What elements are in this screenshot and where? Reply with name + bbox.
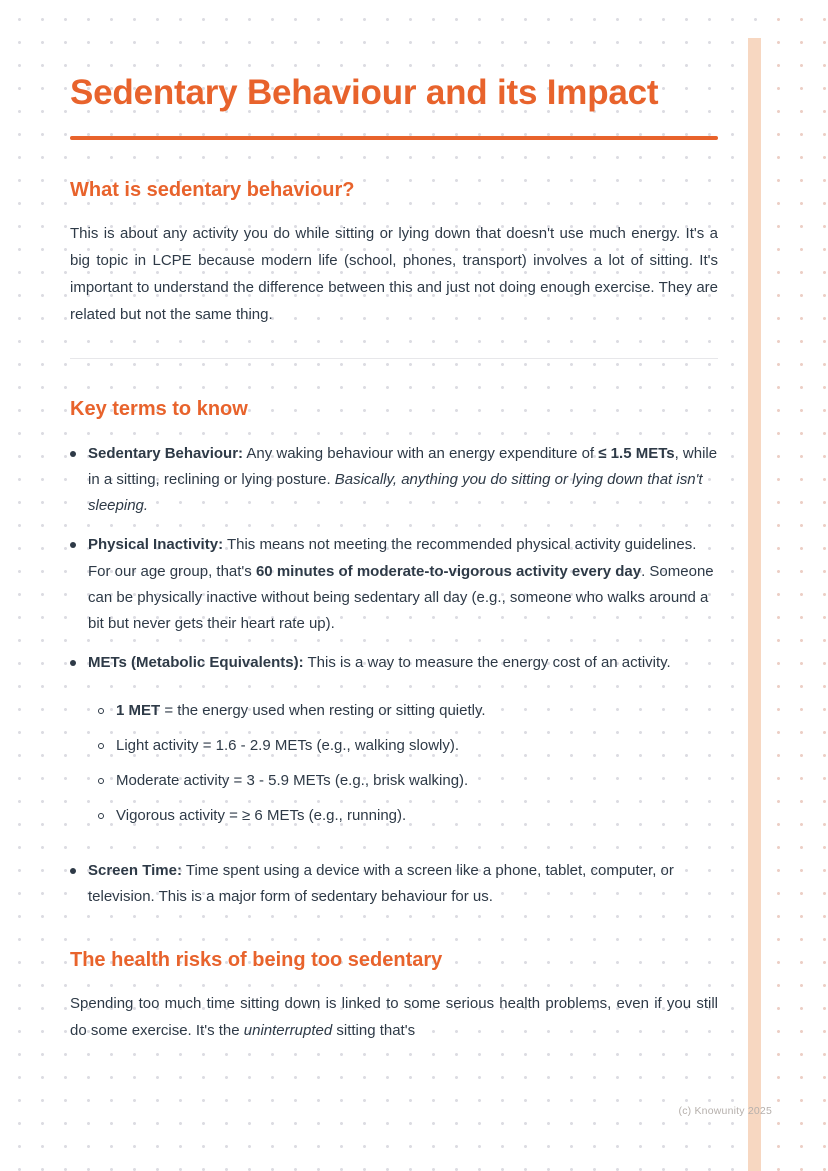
bullet-icon xyxy=(70,660,76,666)
title-rule xyxy=(70,136,718,140)
list-item-screen-time xyxy=(70,858,718,911)
text-run: . Someone can be physically inactive without being sedentary all day (e.g., someone who walks around a bit but never gets their heart rate up). xyxy=(88,562,714,632)
bullet-icon xyxy=(70,542,76,548)
text-run: , while in a sitting, reclining or lying posture. xyxy=(88,444,718,488)
sub-bullet-icon xyxy=(98,778,104,784)
term-label: METs (Metabolic Equivalents): xyxy=(88,654,304,672)
text-run: This is a way to measure the energy cost of an activity. xyxy=(303,654,671,672)
text-run: sitting that's xyxy=(332,1022,416,1039)
sub-bullet-icon xyxy=(98,813,104,819)
text-run-italic: Basically, anything you do sitting or lying down that isn't sleeping. xyxy=(88,470,703,514)
term-label: Screen Time: xyxy=(88,861,182,879)
list-item-text xyxy=(88,650,718,676)
health-risks-paragraph xyxy=(70,990,718,1044)
list-item-text: Vigorous activity = ≥ 6 METs (e.g., running). xyxy=(116,807,407,825)
intro-paragraph: This is about any activity you do while sitting or lying down that doesn't use much energy. It's a big topic in LCPE because modern life (school, phones, transport) involves a lot of sitting. It's important to understand the difference between this and just not doing enough exercise. They are related but not the same thing. xyxy=(70,224,718,323)
key-terms-list xyxy=(70,441,718,911)
text-run-bold: 1 MET xyxy=(116,701,161,719)
text-run: = the energy used when resting or sitting quietly. xyxy=(160,701,486,719)
footer-credit: (c) Knowunity 2025 xyxy=(678,1105,772,1117)
right-margin-dots xyxy=(762,0,828,1171)
bullet-icon xyxy=(70,868,76,874)
page-title: Sedentary Behaviour and its Impact xyxy=(70,73,659,112)
text-run-bold: ≤ 1.5 METs xyxy=(598,444,675,462)
list-item-text: Moderate activity = 3 - 5.9 METs (e.g., brisk walking). xyxy=(116,772,469,789)
list-item-sedentary-behaviour xyxy=(70,441,718,520)
term-label: Physical Inactivity: xyxy=(88,536,224,554)
section-health-risks xyxy=(70,948,718,1044)
term-label: Sedentary Behaviour: xyxy=(88,444,244,462)
text-run: Time spent using a device with a screen like a phone, tablet, computer, or television. This is a major form of sedentary behaviour for us. xyxy=(88,861,674,905)
section-key-terms xyxy=(70,397,718,911)
sublist-item-moderate-activity xyxy=(98,768,718,794)
list-item-physical-inactivity xyxy=(70,532,718,637)
binding-strip xyxy=(748,38,761,1171)
sub-bullet-icon xyxy=(98,743,104,749)
text-run: Spending too much time sitting down is linked to some serious health problems, even if you still do some exercise. It's the xyxy=(70,995,718,1039)
note-content xyxy=(70,70,718,1044)
section-heading-health-risks: The health risks of being too sedentary xyxy=(70,949,443,971)
mets-sublist xyxy=(98,698,718,839)
list-item-mets xyxy=(70,650,718,844)
list-item-text xyxy=(116,698,718,724)
sublist-item-vigorous-activity xyxy=(98,803,718,829)
list-item-text xyxy=(88,532,718,637)
text-run-bold: 60 minutes of moderate-to-vigorous activity every day xyxy=(255,562,642,580)
sub-bullet-icon xyxy=(98,708,104,714)
text-run-italic: uninterrupted xyxy=(243,1022,333,1039)
section-heading-what-is: What is sedentary behaviour? xyxy=(70,178,355,201)
text-run: Any waking behaviour with an energy expenditure of xyxy=(243,444,599,462)
list-item-text xyxy=(88,441,718,520)
sublist-item-1-met xyxy=(98,698,718,724)
list-item-text: Light activity = 1.6 - 2.9 METs (e.g., walking slowly). xyxy=(116,736,460,754)
section-divider xyxy=(70,358,718,359)
section-what-is-sedentary-behaviour xyxy=(70,178,718,328)
list-item-text xyxy=(88,858,718,911)
bullet-icon xyxy=(70,451,76,457)
section-heading-key-terms: Key terms to know xyxy=(70,397,248,420)
sublist-item-light-activity xyxy=(98,733,718,759)
text-run: This means not meeting the recommended physical activity guidelines. For our age group, that's xyxy=(88,536,697,580)
